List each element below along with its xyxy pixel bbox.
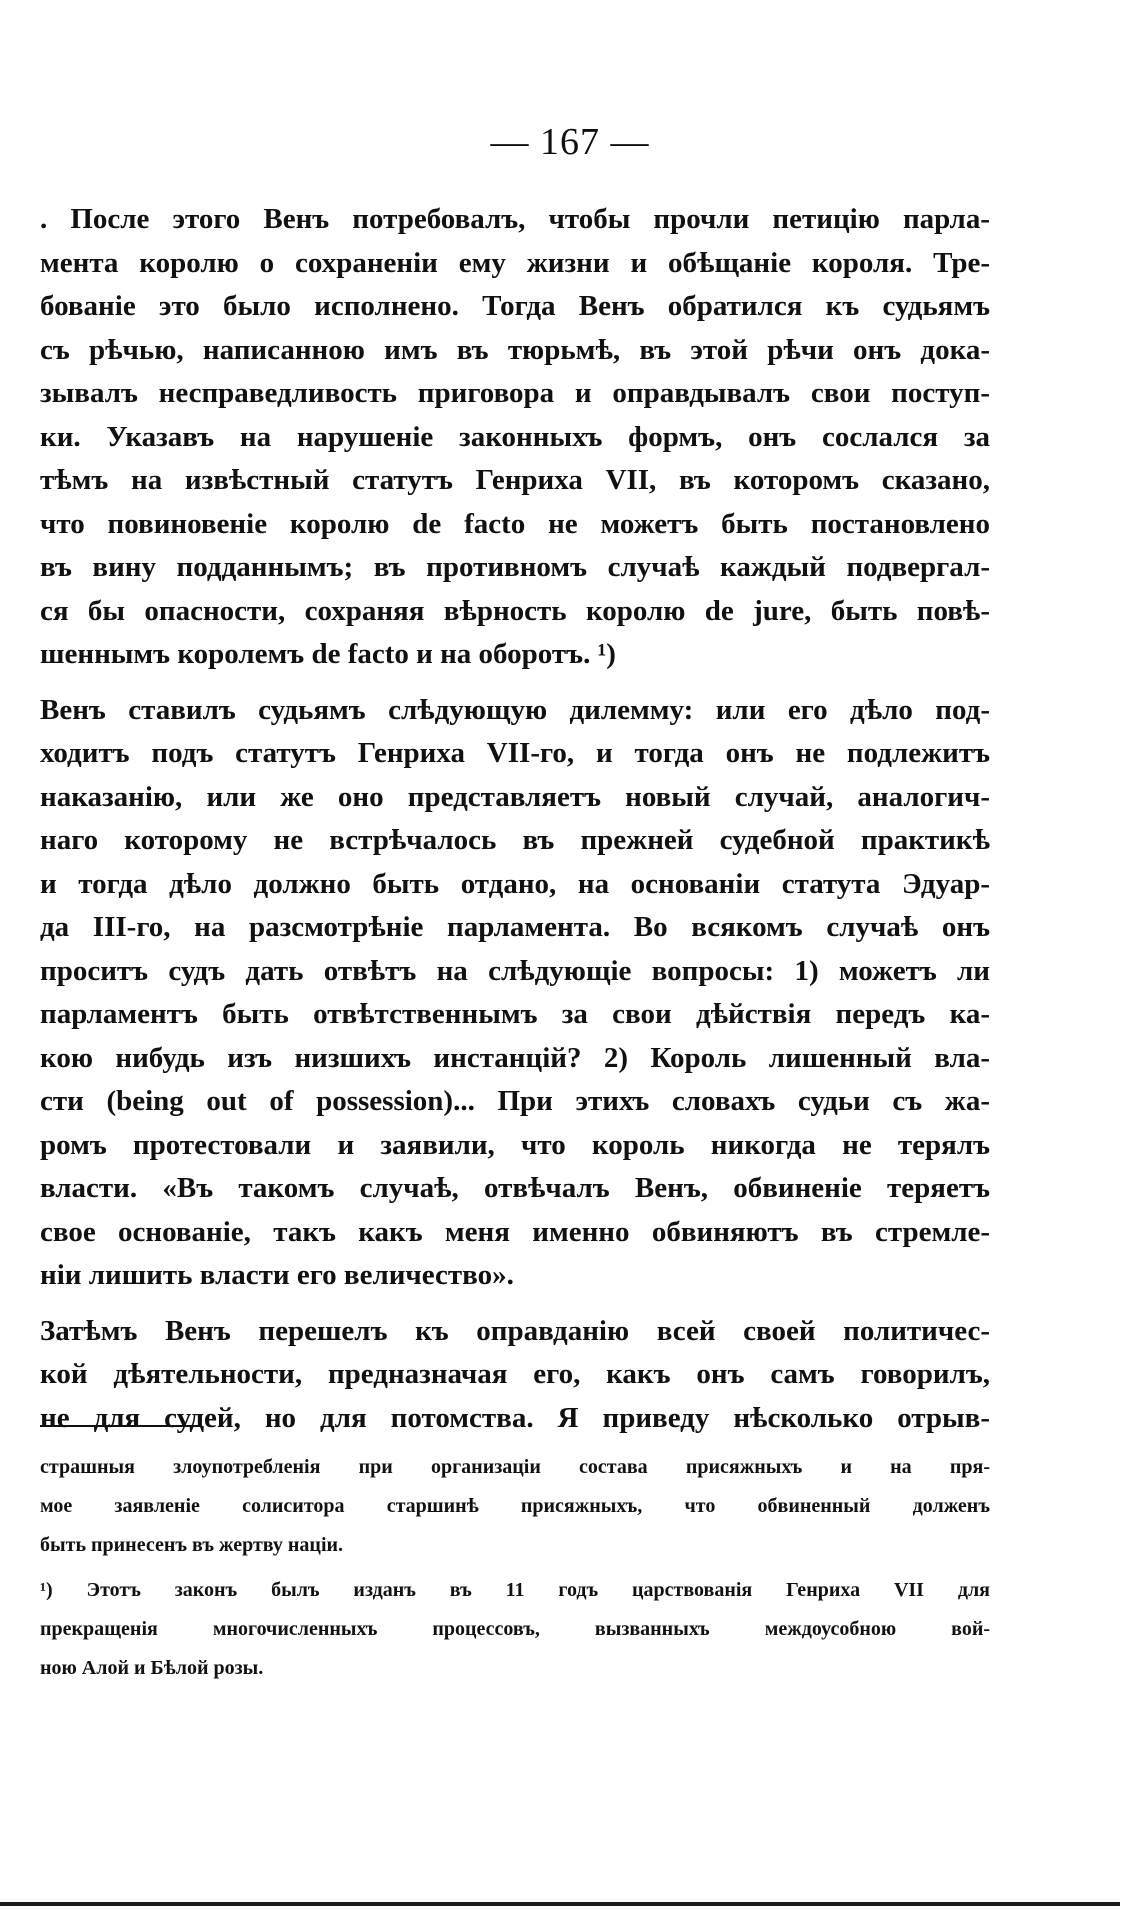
text-line: Затѣмъ Венъ перешелъ къ оправданію всей своей политичес-	[40, 1314, 990, 1347]
text-line: ромъ протестовали и заявили, что король никогда не терялъ	[40, 1128, 990, 1161]
text-line: съ рѣчью, написанною имъ въ тюрьмѣ, въ этой рѣчи онъ дока-	[40, 333, 990, 366]
bottom-edge-rule	[0, 1902, 1120, 1906]
text-line: зывалъ несправедливость приговора и оправдывалъ свои поступ-	[40, 377, 990, 409]
text-line: въ вину подданнымъ; въ противномъ случаѣ каждый подвергал-	[40, 551, 990, 583]
footnote-line: быть принесенъ въ жертву націи.	[40, 1534, 344, 1556]
text-line: власти. «Въ такомъ случаѣ, отвѣчалъ Венъ, обвиненіе теряетъ	[40, 1172, 990, 1204]
paragraph-spacer	[40, 1298, 990, 1310]
text-line: ходитъ подъ статутъ Генриха VII-го, и тогда онъ не подлежитъ	[40, 737, 990, 769]
text-line: бованіе это было исполнено. Тогда Венъ обратился къ судьямъ	[40, 290, 990, 322]
paragraph-3	[40, 1310, 990, 1441]
footnote-line: ною Алой и Бѣлой розы.	[40, 1657, 264, 1679]
footnote-line: ¹) Этотъ законъ былъ изданъ въ 11 годъ царствованія Генриха VII для	[40, 1579, 990, 1601]
footnote-divider	[40, 1425, 198, 1427]
text-line: кою нибудь изъ низшихъ инстанцій? 2) Король лишенный вла-	[40, 1041, 990, 1074]
text-line: кой дѣятельности, предназначая его, какъ онъ самъ говорилъ,	[40, 1358, 990, 1390]
text-line: наго которому не встрѣчалось въ прежней судебной практикѣ	[40, 824, 990, 856]
text-line: наказанію, или же оно представляетъ новый случай, аналогич-	[40, 780, 990, 813]
text-line: парламентъ быть отвѣтственнымъ за свои дѣйствія передъ ка-	[40, 998, 990, 1030]
text-line: . После этого Венъ потребовалъ, чтобы прочли петицію парла-	[40, 203, 990, 235]
text-line: и тогда дѣло должно быть отдано, на основаніи статута Эдуар-	[40, 867, 990, 900]
text-line: что повиновеніе королю de facto не можетъ быть постановлено	[40, 507, 990, 540]
footnote-line: прекращенія многочисленныхъ процессовъ, вызванныхъ междоусобною вой-	[40, 1618, 990, 1640]
page-number: — 167 —	[490, 121, 650, 163]
footnotes	[40, 1448, 990, 1688]
text-line: свое основаніе, такъ какъ меня именно обвиняютъ въ стремле-	[40, 1215, 990, 1248]
footnote-continuation	[40, 1448, 990, 1565]
footnote-1	[40, 1571, 990, 1688]
paragraph-spacer	[40, 677, 990, 689]
footnote-line: страшныя злоупотребленія при организаціи состава присяжныхъ и на пря-	[40, 1456, 990, 1478]
text-line: сти (being out of possession)... При этихъ словахъ судьи съ жа-	[40, 1085, 990, 1117]
paragraph-2	[40, 689, 990, 1298]
body-text	[40, 198, 990, 1440]
text-line: шеннымъ королемъ de facto и на оборотъ. ¹)	[40, 638, 616, 670]
text-line: ніи лишить власти его величество».	[40, 1259, 514, 1291]
footnote-line: мое заявленіе солиситора старшинѣ присяжныхъ, что обвиненный долженъ	[40, 1495, 990, 1517]
text-line: проситъ судъ дать отвѣтъ на слѣдующіе вопросы: 1) можетъ ли	[40, 954, 990, 987]
paragraph-1	[40, 198, 990, 677]
text-line: ки. Указавъ на нарушеніе законныхъ формъ, онъ сослался за	[40, 420, 990, 453]
text-line: Венъ ставилъ судьямъ слѣдующую дилемму: или его дѣло под-	[40, 693, 990, 726]
text-line: мента королю о сохраненіи ему жизни и обѣщаніе короля. Тре-	[40, 246, 990, 279]
text-line: тѣмъ на извѣстный статутъ Генриха VII, въ которомъ сказано,	[40, 464, 990, 496]
text-line: не для судей, но для потомства. Я приведу нѣсколько отрыв-	[40, 1401, 990, 1434]
text-line: да III-го, на разсмотрѣніе парламента. Во всякомъ случаѣ онъ	[40, 911, 990, 943]
text-line: ся бы опасности, сохраняя вѣрность королю de jure, быть повѣ-	[40, 594, 990, 627]
